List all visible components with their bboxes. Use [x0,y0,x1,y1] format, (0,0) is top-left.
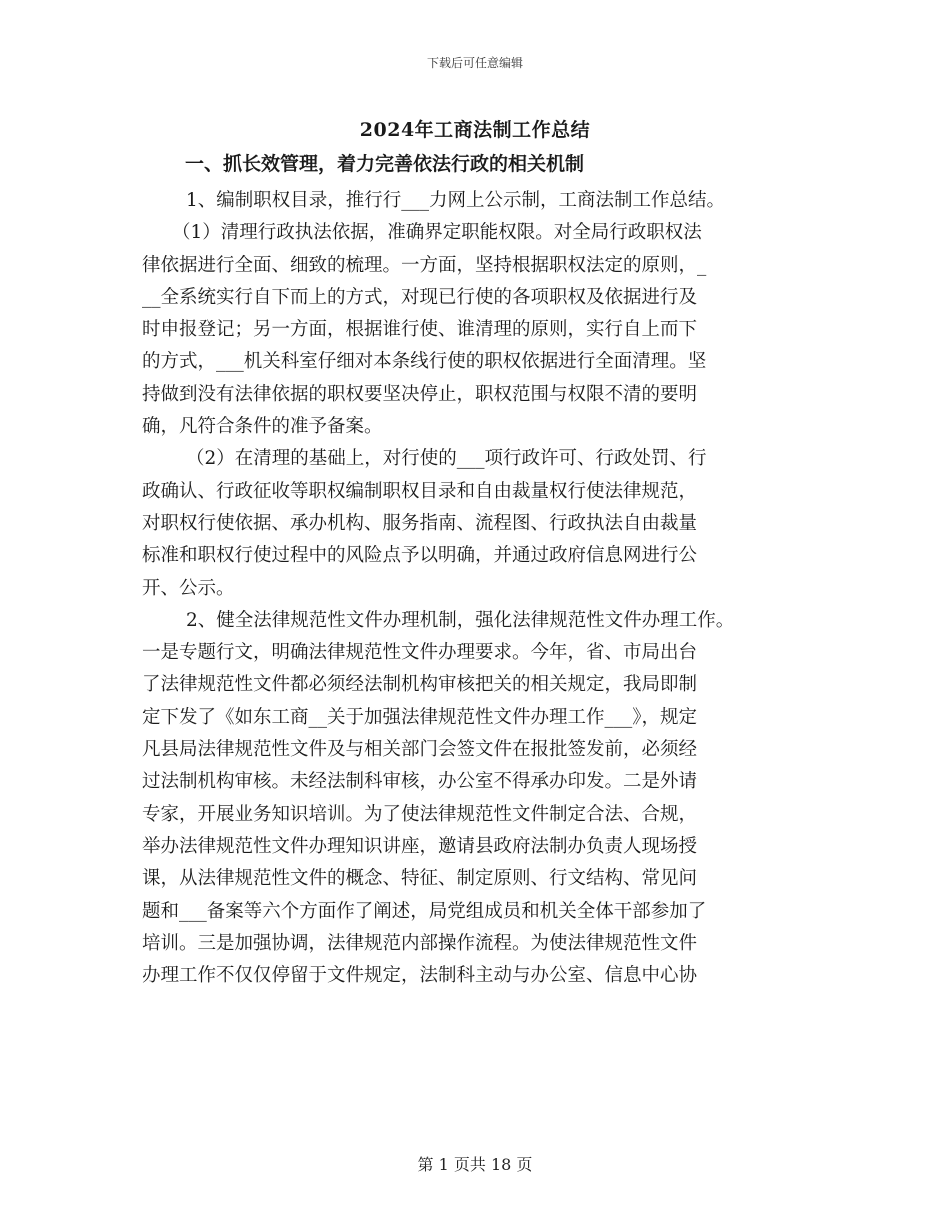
body-line: 专家，开展业务知识培训。为了使法律规范性文件制定合法、合规， [142,803,698,825]
body-line: 培训。三是加强协调，法律规范内部操作流程。为使法律规范性文件 [142,932,698,954]
body-line: 开、公示。 [142,577,235,599]
body-line: __全系统实行自下而上的方式，对现已行使的各项职权及依据进行及 [142,286,698,308]
document-body [142,185,822,992]
body-line: 定下发了《如东工商__关于加强法律规范性文件办理工作___》，规定 [142,706,698,728]
body-line: （2）在清理的基础上，对行使的___项行政许可、行政处罚、行 [186,448,707,470]
body-line: 律依据进行全面、细致的梳理。一方面，坚持根据职权法定的原则，_ [142,254,707,276]
document-title: 2024年工商法制工作总结 [359,119,591,141]
body-line: 课，从法律规范性文件的概念、特征、制定原则、行文结构、常见问 [142,868,698,890]
body-line: 持做到没有法律依据的职权要坚决停止，职权范围与权限不清的要明 [142,383,698,405]
body-line: （1）清理行政执法依据，准确界定职能权限。对全局行政职权法 [172,222,702,244]
page-header: 下载后可任意编辑 [426,56,523,70]
body-line: 举办法律规范性文件办理知识讲座，邀请县政府法制办负责人现场授 [142,835,698,857]
body-line: 题和___备案等六个方面作了阐述，局党组成员和机关全体干部参加了 [142,900,707,922]
body-line: 政确认、行政征收等职权编制职权目录和自由裁量权行使法律规范， [142,480,698,502]
body-line: 标准和职权行使过程中的风险点予以明确，并通过政府信息网进行公 [142,545,698,567]
body-line: 确，凡符合条件的准予备案。 [142,416,383,438]
page-footer: 第 1 页共 18 页 [417,1155,533,1174]
body-line: 了法律规范性文件都必须经法制机构审核把关的相关规定，我局即制 [142,674,698,696]
body-line: 2、健全法律规范性文件办理机制，强化法律规范性文件办理工作。 [186,609,735,631]
body-line: 办理工作不仅仅停留于文件规定，法制科主动与办公室、信息中心协 [142,965,698,987]
body-line: 时申报登记；另一方面，根据谁行使、谁清理的原则，实行自上而下 [142,319,698,341]
body-line: 过法制机构审核。未经法制科审核，办公室不得承办印发。二是外请 [142,771,698,793]
body-line: 一是专题行文，明确法律规范性文件办理要求。今年，省、市局出台 [142,642,698,664]
body-line: 对职权行使依据、承办机构、服务指南、流程图、行政执法自由裁量 [142,512,698,534]
body-line: 的方式，___机关科室仔细对本条线行使的职权依据进行全面清理。坚 [142,351,707,373]
body-line: 凡县局法律规范性文件及与相关部门会签文件在报批签发前，必须经 [142,739,698,761]
section-heading: 一、抓长效管理，着力完善依法行政的相关机制 [185,153,585,175]
body-line: 1、编制职权目录，推行行___力网上公示制，工商法制工作总结。 [186,190,726,211]
